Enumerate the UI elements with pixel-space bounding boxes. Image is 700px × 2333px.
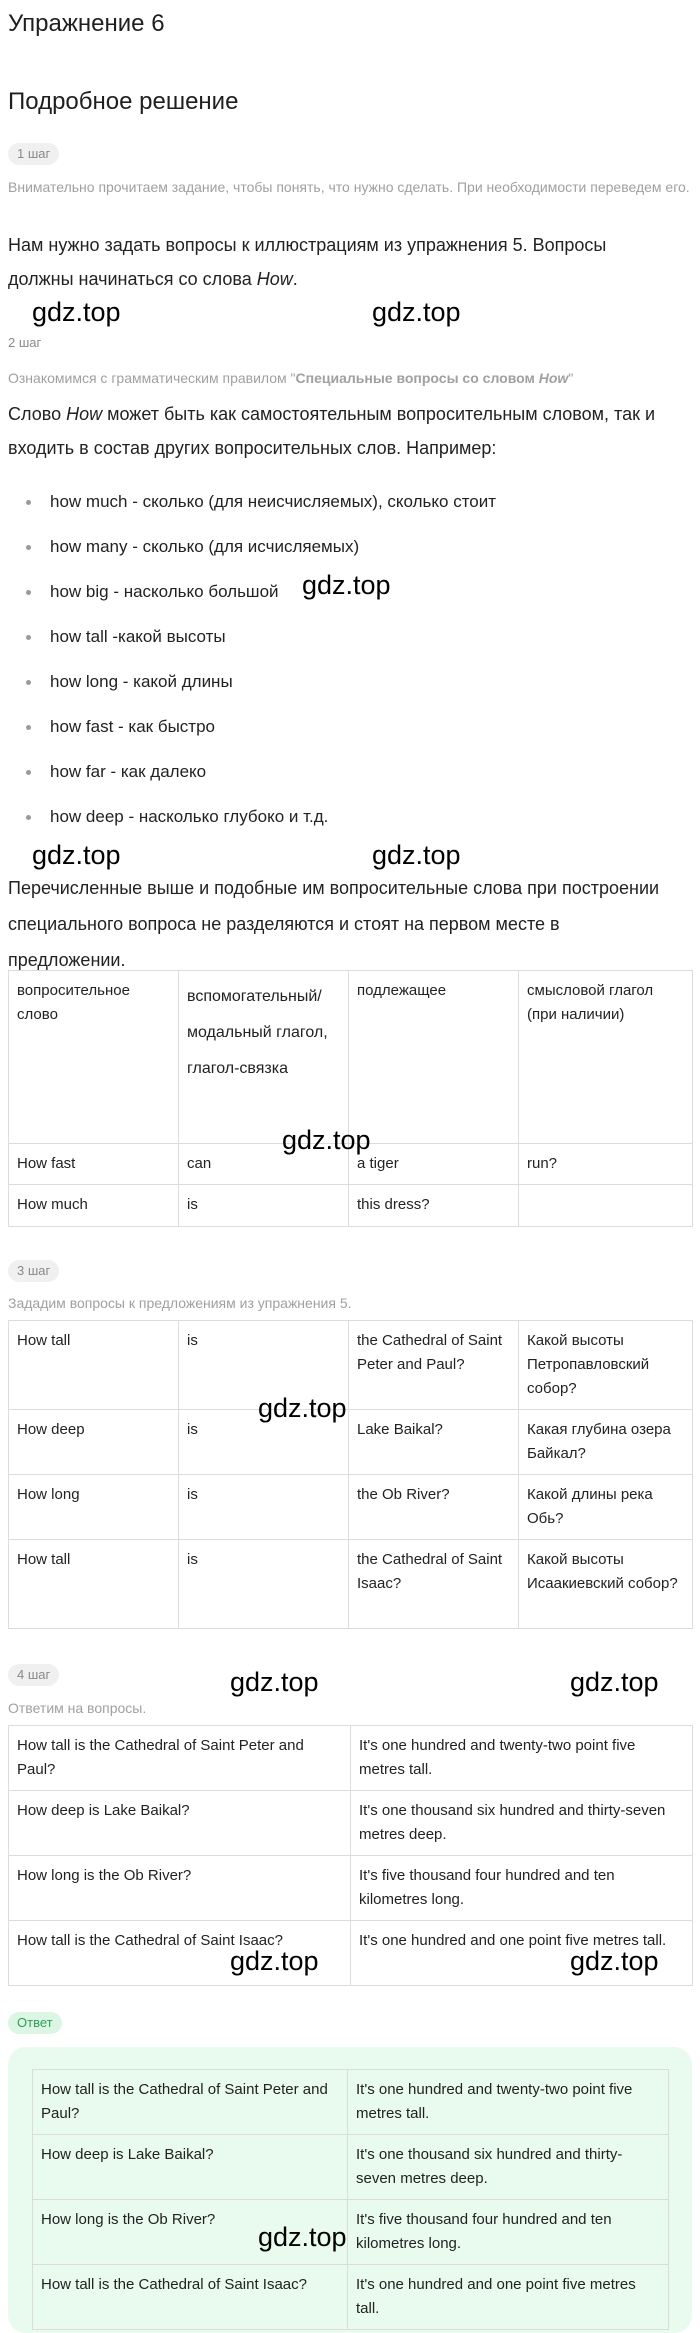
table-cell: is (179, 1540, 349, 1629)
table-cell: can (179, 1144, 349, 1185)
table-cell: is (179, 1410, 349, 1475)
list-item: how big - насколько большой (8, 578, 688, 623)
list-item: how fast - как быстро (8, 713, 688, 758)
table-cell: How deep is Lake Baikal? (33, 2135, 348, 2200)
step-2-p1-line1 (8, 397, 698, 431)
table-cell: It's one hundred and twenty-two point five metres tall. (348, 2070, 669, 2135)
step-2-badge: 2 шаг (8, 335, 42, 350)
table-cell: смысловой глагол (при наличии) (519, 971, 693, 1144)
grammar-table (8, 970, 693, 1227)
table-cell: How long is the Ob River? (9, 1856, 351, 1921)
watermark: gdz.top (570, 1946, 659, 1976)
step-2-p2-line3: предложении. (8, 950, 126, 970)
table-cell: вопросительное слово (9, 971, 179, 1144)
how-words-list (8, 488, 688, 848)
step-2-paragraph-1 (8, 397, 698, 465)
table-cell: How tall is the Cathedral of Saint Isaac? (33, 2265, 348, 2330)
watermark: gdz.top (258, 1393, 347, 1423)
table-row (9, 1321, 693, 1410)
list-item: how much - сколько (для неисчисляемых), сколько стоит (8, 488, 688, 533)
answer-badge: Ответ (8, 2012, 62, 2034)
table-cell: It's five thousand four hundred and ten kilometres long. (348, 2200, 669, 2265)
step-3-badge: 3 шаг (8, 1260, 59, 1282)
table-cell: Какой длины река Обь? (519, 1475, 693, 1540)
step-1-text-line1: Нам нужно задать вопросы к иллюстрациям из упражнения 5. Вопросы (8, 235, 607, 255)
table-cell: a tiger (349, 1144, 519, 1185)
table-cell: It's one hundred and one point five metres tall. (348, 2265, 669, 2330)
step-2-p1-how: How (66, 404, 103, 424)
table-cell: run? (519, 1144, 693, 1185)
step-2-rule-how: How (538, 370, 569, 386)
step-2-rule-name: Специальные вопросы со словом (295, 370, 539, 386)
table-row (9, 1791, 693, 1856)
table-cell (519, 1185, 693, 1227)
table-cell: How tall is the Cathedral of Saint Peter and Paul? (33, 2070, 348, 2135)
table-cell: How fast (9, 1144, 179, 1185)
step-1-text-line2 (8, 262, 692, 296)
step-1-badge: 1 шаг (8, 143, 59, 165)
table-header-row (9, 971, 693, 1144)
step-2-paragraph-2 (8, 870, 698, 978)
table-cell: How tall is the Cathedral of Saint Peter and Paul? (9, 1726, 351, 1791)
table-cell: this dress? (349, 1185, 519, 1227)
table-row (9, 1856, 693, 1921)
step-2-intro (8, 368, 692, 388)
step-2-intro-suffix: " (568, 370, 574, 386)
questions-table (8, 1320, 693, 1629)
table-cell: It's one hundred and twenty-two point five metres tall. (351, 1726, 693, 1791)
table-cell: How long is the Ob River? (33, 2200, 348, 2265)
table-row (33, 2135, 669, 2200)
table-row (9, 1185, 693, 1227)
step-2-intro-prefix: Ознакомимся с грамматическим правилом " (8, 370, 296, 386)
watermark: gdz.top (282, 1125, 371, 1155)
step-2-p1-word: Слово (8, 404, 67, 424)
step-2-p1-line2: входить в состав других вопросительных слов. Например: (8, 438, 497, 458)
list-item: how long - какой длины (8, 668, 688, 713)
step-1-text (8, 228, 692, 296)
step-4-badge: 4 шаг (8, 1664, 59, 1686)
step-2-p2-line2: специального вопроса не разделяются и стоят на первом месте в (8, 914, 560, 934)
watermark: gdz.top (32, 840, 121, 870)
answer-table (32, 2069, 669, 2330)
step-1-text-how: How (256, 269, 293, 289)
list-item: how tall -какой высоты (8, 623, 688, 668)
table-row (9, 1726, 693, 1791)
page-subtitle: Подробное решение (8, 88, 239, 115)
list-item: how many - сколько (для исчисляемых) (8, 533, 688, 578)
table-row (9, 1475, 693, 1540)
table-cell: How tall (9, 1540, 179, 1629)
watermark: gdz.top (372, 840, 461, 870)
answer-box (8, 2047, 692, 2333)
table-cell: How deep (9, 1410, 179, 1475)
step-1-text-suffix: . (292, 269, 298, 289)
table-row (33, 2265, 669, 2330)
list-item: how deep - насколько глубоко и т.д. (8, 803, 688, 848)
table-cell: It's five thousand four hundred and ten kilometres long. (351, 1856, 693, 1921)
table-cell: It's one hundred and one point five metres tall. (351, 1921, 693, 1986)
table-cell: Какой высоты Исаакиевский собор? (519, 1540, 693, 1629)
table-row (9, 1540, 693, 1629)
table-cell: Какой высоты Петропавловский собор? (519, 1321, 693, 1410)
table-cell: How tall (9, 1321, 179, 1410)
table-cell: It's one thousand six hundred and thirty-seven metres deep. (351, 1791, 693, 1856)
table-row (9, 1410, 693, 1475)
watermark: gdz.top (570, 1667, 659, 1697)
table-cell: How much (9, 1185, 179, 1227)
page-title: Упражнение 6 (8, 10, 165, 37)
table-cell: How long (9, 1475, 179, 1540)
step-2-p2-line1: Перечисленные выше и подобные им вопросительные слова при построении (8, 878, 660, 898)
step-1-text-prefix: должны начинаться со слова (8, 269, 257, 289)
table-cell: is (179, 1185, 349, 1227)
table-cell: is (179, 1475, 349, 1540)
step-4-intro: Ответим на вопросы. (8, 1700, 147, 1716)
watermark: gdz.top (230, 1667, 319, 1697)
list-item: how far - как далеко (8, 758, 688, 803)
table-cell: the Cathedral of Saint Isaac? (349, 1540, 519, 1629)
table-cell: is (179, 1321, 349, 1410)
step-3-intro: Зададим вопросы к предложениям из упражнения 5. (8, 1295, 352, 1311)
table-cell: the Ob River? (349, 1475, 519, 1540)
step-1-intro: Внимательно прочитаем задание, чтобы понять, что нужно сделать. При необходимости переведем его. (8, 179, 690, 195)
watermark: gdz.top (32, 297, 121, 327)
table-cell: Lake Baikal? (349, 1410, 519, 1475)
watermark: gdz.top (302, 570, 391, 600)
table-cell: Какая глубина озера Байкал? (519, 1410, 693, 1475)
table-cell: вспомогательный/модальный глагол, глагол-связка (179, 971, 349, 1144)
table-cell: the Cathedral of Saint Peter and Paul? (349, 1321, 519, 1410)
table-cell: It's one thousand six hundred and thirty-seven metres deep. (348, 2135, 669, 2200)
watermark: gdz.top (230, 1946, 319, 1976)
table-row (33, 2070, 669, 2135)
step-2-p1-rest: может быть как самостоятельным вопросительным словом, так и (102, 404, 656, 424)
table-cell: How tall is the Cathedral of Saint Isaac? (9, 1921, 351, 1986)
table-cell: подлежащее (349, 971, 519, 1144)
watermark: gdz.top (258, 2222, 347, 2252)
table-cell: How deep is Lake Baikal? (9, 1791, 351, 1856)
table-row (33, 2200, 669, 2265)
watermark: gdz.top (372, 297, 461, 327)
